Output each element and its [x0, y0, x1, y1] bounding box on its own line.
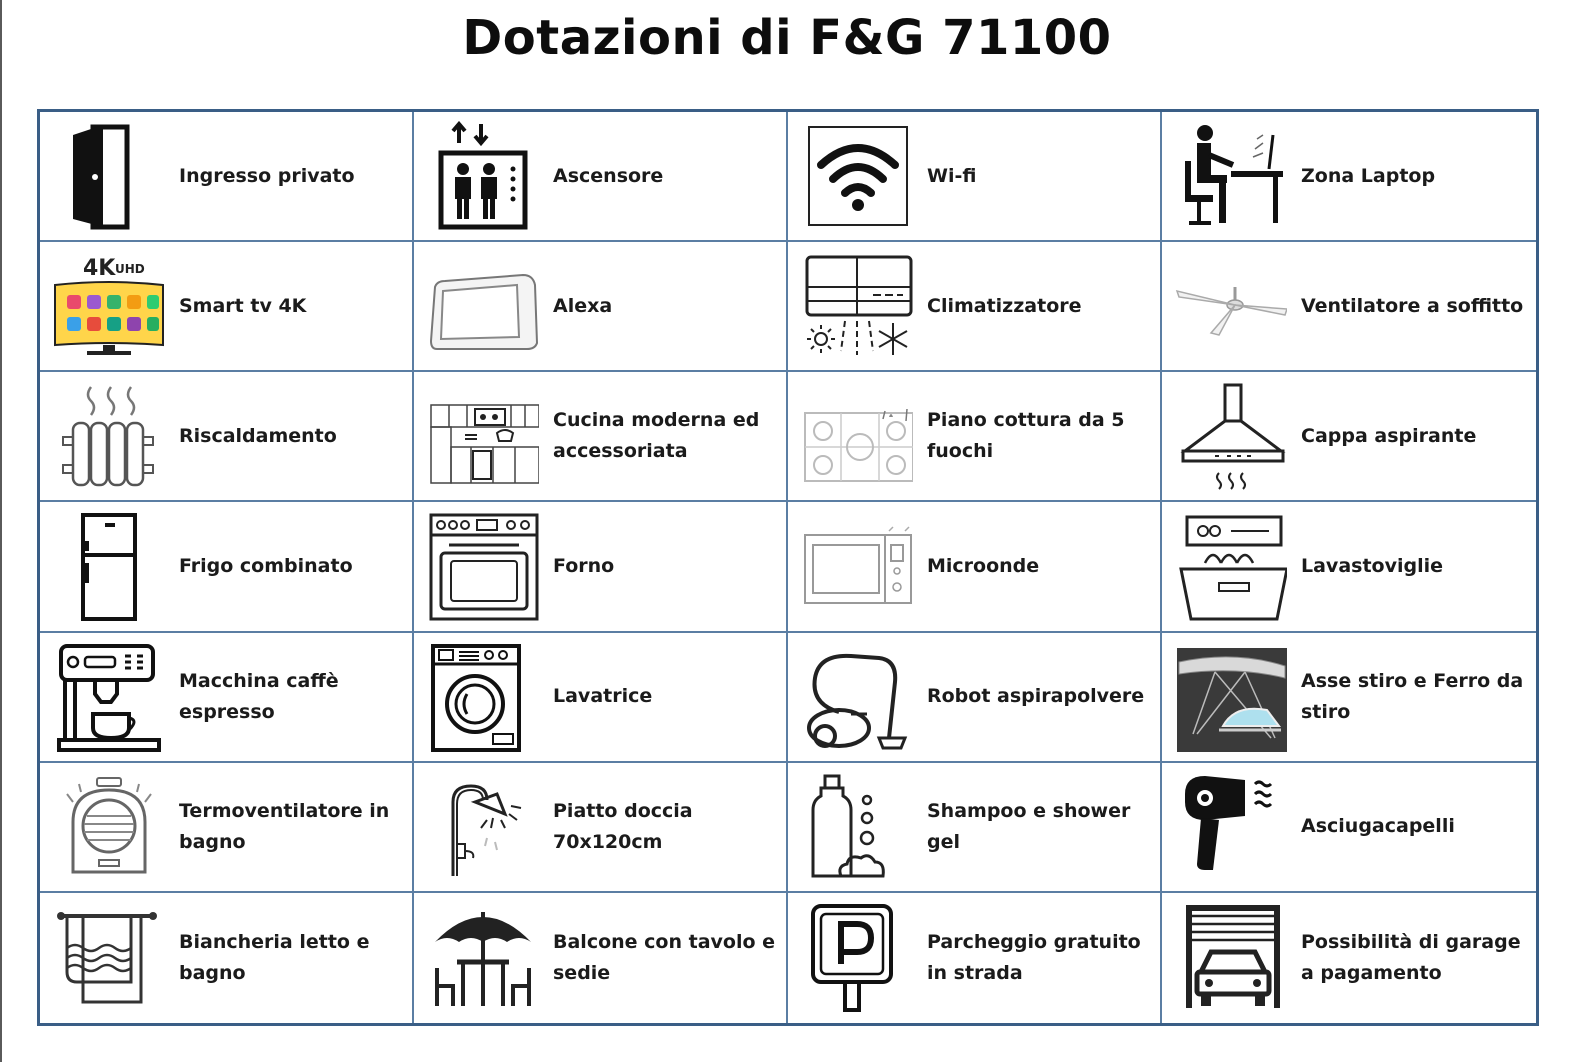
shampoo-icon	[798, 771, 916, 883]
amenity-label: Robot aspirapolvere	[927, 685, 1145, 708]
wifi-icon	[798, 120, 916, 232]
amenity-cell	[40, 242, 414, 372]
amenity-cell	[414, 112, 788, 242]
range-hood-icon	[1172, 380, 1290, 492]
amenity-label: Microonde	[927, 554, 1040, 577]
hair-dryer-icon	[1172, 771, 1290, 883]
amenity-cell	[40, 112, 414, 242]
amenity-cell	[1162, 242, 1536, 372]
fan-heater-icon	[50, 771, 168, 883]
amenity-label: Ascensore	[553, 164, 664, 187]
amenity-cell	[1162, 372, 1536, 502]
amenity-cell	[1162, 112, 1536, 242]
amenity-label: Wi-fi	[927, 164, 977, 187]
amenity-cell	[40, 633, 414, 763]
amenity-cell	[414, 502, 788, 632]
washing-machine-icon	[424, 641, 542, 753]
towel-icon	[50, 901, 168, 1013]
microwave-icon	[798, 510, 916, 622]
amenity-label: Lavatrice	[553, 685, 653, 708]
amenity-label: Possibilità di garage a pagamento	[1301, 930, 1521, 984]
parking-sign-icon	[798, 901, 916, 1013]
oven-icon	[424, 510, 542, 622]
amenity-label: Asse stiro e Ferro da stiro	[1301, 669, 1524, 723]
amenity-label: Cappa aspirante	[1301, 424, 1477, 447]
amenity-cell	[40, 372, 414, 502]
amenity-cell	[1162, 502, 1536, 632]
amenity-cell	[40, 502, 414, 632]
amenity-label: Alexa	[553, 294, 613, 317]
balcony-table-icon	[424, 901, 542, 1013]
amenity-cell	[40, 763, 414, 893]
amenity-label: Zona Laptop	[1301, 164, 1436, 187]
cooktop-icon	[798, 380, 916, 492]
air-conditioner-icon	[798, 250, 916, 362]
page-title: Dotazioni di F&G 71100	[462, 10, 1112, 66]
alexa-display-icon	[424, 250, 542, 362]
amenity-label: Forno	[553, 554, 615, 577]
vacuum-cleaner-icon	[798, 641, 916, 753]
radiator-icon	[50, 380, 168, 492]
amenity-label: Asciugacapelli	[1301, 815, 1455, 838]
amenity-label: Riscaldamento	[179, 424, 337, 447]
amenity-label: Lavastoviglie	[1301, 554, 1443, 577]
badge-4k: 4K	[83, 256, 116, 282]
badge-uhd: UHD	[115, 262, 145, 277]
amenity-label: Cucina moderna ed accessoriata	[553, 409, 760, 463]
amenity-cell	[414, 763, 788, 893]
garage-icon	[1172, 901, 1290, 1013]
door-icon	[50, 120, 168, 232]
amenity-cell	[414, 633, 788, 763]
amenity-label: Balcone con tavolo e sedie	[553, 930, 776, 984]
amenity-label: Ventilatore a soffitto	[1301, 294, 1524, 317]
ironing-board-icon	[1172, 641, 1290, 753]
amenity-cell	[40, 893, 414, 1023]
page-edge	[0, 0, 2, 1062]
amenity-label: Frigo combinato	[179, 554, 353, 577]
amenity-cell	[414, 242, 788, 372]
amenities-grid	[37, 109, 1539, 1026]
amenity-cell	[788, 633, 1162, 763]
amenity-label: Biancheria letto e bagno	[179, 930, 370, 984]
amenity-cell	[788, 242, 1162, 372]
amenity-cell	[788, 372, 1162, 502]
amenity-label: Parcheggio gratuito in strada	[927, 930, 1141, 984]
amenity-cell	[414, 372, 788, 502]
amenity-label: Macchina caffè espresso	[179, 669, 339, 723]
amenity-label: Shampoo e shower gel	[927, 799, 1131, 853]
amenity-cell	[788, 502, 1162, 632]
kitchen-icon	[424, 380, 542, 492]
amenity-cell	[414, 893, 788, 1023]
dishwasher-icon	[1172, 510, 1290, 622]
elevator-icon	[424, 120, 542, 232]
shower-icon	[424, 771, 542, 883]
amenity-label: Termoventilatore in bagno	[179, 799, 390, 853]
amenity-label: Piano cottura da 5 fuochi	[927, 409, 1125, 463]
laptop-desk-icon	[1172, 120, 1290, 232]
fridge-icon	[50, 510, 168, 622]
amenity-cell	[788, 893, 1162, 1023]
amenity-label: Piatto doccia 70x120cm	[553, 799, 693, 853]
smart-tv-4k-icon	[50, 250, 168, 362]
amenity-cell	[788, 763, 1162, 893]
amenity-cell	[788, 112, 1162, 242]
amenity-cell	[1162, 893, 1536, 1023]
amenity-cell	[1162, 763, 1536, 893]
amenity-cell	[1162, 633, 1536, 763]
amenity-label: Climatizzatore	[927, 294, 1082, 317]
amenity-label: Ingresso privato	[179, 164, 355, 187]
ceiling-fan-icon	[1172, 250, 1290, 362]
coffee-machine-icon	[50, 641, 168, 753]
amenity-label: Smart tv 4K	[179, 294, 307, 317]
